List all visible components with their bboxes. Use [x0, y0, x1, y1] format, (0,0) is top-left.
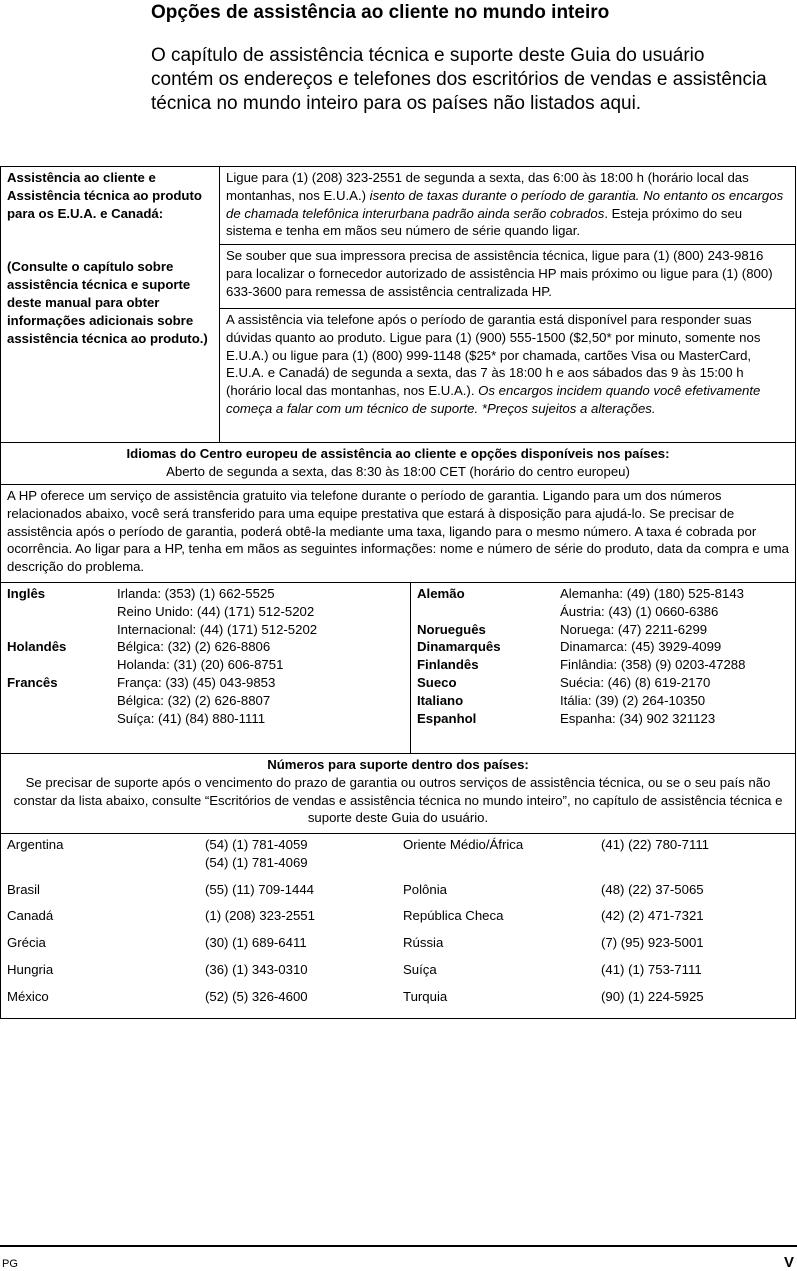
us-canada-note: (Consulte o capítulo sobre assistência técnica e suporte deste manual para obter informações adicionais sobre assistência técnica ao produto.) [7, 259, 208, 346]
language-name: Norueguês [417, 621, 486, 637]
page-heading: Opções de assistência ao cliente no mundo inteiro [151, 2, 610, 23]
language-name [417, 603, 560, 621]
country-phone: (42) (2) 471-7321 [601, 908, 704, 924]
language-name: Espanhol [417, 710, 477, 726]
country-name: Grécia [7, 935, 46, 951]
europe-languages-left [1, 583, 411, 753]
footer-rule [0, 1245, 797, 1247]
footer-left-label: PG [2, 1258, 18, 1270]
language-phone: Suécia: (46) (8) 619-2170 [560, 674, 711, 690]
incountry-body: Se precisar de suporte após o vencimento do prazo de garantia ou outros serviços de assistência técnica, ou se o seu país não constar da lista abaixo, consulte “Escritórios de vendas e assistência técnica no mundo inteiro”, no capítulo de assistência técnica e suporte deste Guia do usuário. [13, 774, 783, 826]
language-phone: Alemanha: (49) (180) 525-8143 [560, 586, 745, 601]
language-phone: França: (33) (45) 043-9853 [117, 674, 276, 690]
europe-body: A HP oferece um serviço de assistência gratuito via telefone durante o período de garantia. Ligando para um dos números relacionados abaixo, você será transferido para uma equipe prestativa que estará à disposição para ajudá-lo. Se precisar de assistência após o período de garantia, poderá obtê-la mediante uma taxa, ligando para o mesmo número. A taxa é cobrada por ocorrência. Ao ligar para a HP, tenha em mãos as seguintes informações: nome e número de série do produto, data da compra e uma descrição do problema. [1, 485, 796, 583]
us-canada-label-cell [1, 167, 220, 443]
country-name: Canadá [7, 908, 54, 924]
language-phone: Dinamarca: (45) 3929-4099 [560, 639, 722, 655]
language-phone: Holanda: (31) (20) 606-8751 [117, 657, 284, 673]
language-phone: Áustria: (43) (1) 0660-6386 [560, 603, 719, 619]
language-phone: Finlândia: (358) (9) 0203-47288 [560, 657, 746, 673]
us-canada-phone-info: Ligue para (1) (208) 323-2551 de segunda a sexta, das 6:00 às 18:00 h (horário local das montanhas, nos E.U.A.) isento de taxas durante o período de garantia. No entanto os encargos de chamada telefônica interurbana padrão ainda serão cobrados. Esteja próximo do seu sistema e tenha em mãos seu número de série quando ligar. [220, 167, 796, 245]
europe-header [1, 443, 796, 485]
country-phone-grid [7, 836, 789, 1015]
us-canada-title: Assistência ao cliente e Assistência técnica ao produto para os E.U.A. e Canadá: [7, 170, 202, 221]
country-phone: (1) (208) 323-2551 [205, 908, 315, 924]
language-name: Italiano [417, 692, 464, 708]
language-name: Inglês [7, 586, 46, 601]
support-table [0, 166, 796, 1019]
language-name: Holandês [7, 639, 67, 655]
country-name: México [7, 988, 49, 1004]
language-name: Finlandês [417, 657, 479, 673]
language-list-right [417, 585, 789, 727]
language-phone: Internacional: (44) (171) 512-5202 [117, 621, 318, 637]
language-name [7, 710, 117, 728]
country-name: Argentina [7, 837, 64, 852]
europe-languages [1, 583, 796, 754]
language-name: Francês [7, 674, 58, 690]
language-name [7, 603, 117, 621]
europe-hours: Aberto de segunda a sexta, das 8:30 às 18:00 CET (horário do centro europeu) [166, 463, 630, 479]
country-phone: (41) (1) 753-7111 [601, 961, 702, 977]
us-canada-repair-info: Se souber que sua impressora precisa de assistência técnica, ligue para (1) (800) 243-9816 para localizar o fornecedor autorizado de assistência HP mais próximo ou ligue para (1) (800) 633-3600 para remessa de assistência centralizada HP. [220, 245, 796, 309]
language-name [7, 656, 117, 674]
country-name: Suíça [403, 961, 437, 977]
page-number: V [783, 1254, 794, 1271]
country-name: Oriente Médio/África [403, 837, 524, 852]
europe-languages-right [411, 583, 795, 753]
country-phone: (48) (22) 37-5065 [601, 881, 704, 897]
language-phone: Itália: (39) (2) 264-10350 [560, 692, 706, 708]
country-phone: (30) (1) 689-6411 [205, 935, 307, 951]
language-phone: Bélgica: (32) (2) 626-8806 [117, 639, 271, 655]
language-phone: Espanha: (34) 902 321123 [560, 710, 716, 726]
country-name: Brasil [7, 881, 40, 897]
country-phone: (7) (95) 923-5001 [601, 935, 704, 951]
country-phone: (52) (5) 326-4600 [205, 988, 308, 1004]
incountry-title: Números para suporte dentro dos países: [267, 757, 529, 772]
language-name: Alemão [417, 586, 465, 601]
intro-paragraph: O capítulo de assistência técnica e suporte deste Guia do usuário contém os endereços e telefones dos escritórios de vendas e assistência técnica no mundo inteiro para os países não listados aqui. [151, 45, 767, 114]
language-list-left [7, 585, 404, 727]
language-phone: Bélgica: (32) (2) 626-8807 [117, 692, 271, 708]
country-name: República Checa [403, 908, 504, 924]
language-phone: Noruega: (47) 2211-6299 [560, 621, 708, 637]
country-phone: (36) (1) 343-0310 [205, 961, 308, 977]
europe-title: Idiomas do Centro europeu de assistência ao cliente e opções disponíveis nos países: [126, 446, 670, 461]
country-name: Polônia [403, 881, 447, 897]
country-phone: (41) (22) 780-7111 [601, 837, 710, 852]
language-name: Dinamarquês [417, 639, 501, 655]
language-name: Sueco [417, 674, 457, 690]
language-name [7, 621, 117, 639]
country-name: Turquia [403, 988, 448, 1004]
incountry-header [1, 754, 796, 834]
incountry-list [1, 834, 796, 1019]
country-phone: (54) (1) 781-4059 (54) (1) 781-4069 [205, 837, 308, 870]
country-phone: (90) (1) 224-5925 [601, 988, 704, 1004]
language-phone: Suíça: (41) (84) 880-1111 [117, 710, 266, 726]
language-phone: Irlanda: (353) (1) 662-5525 [117, 586, 275, 601]
country-name: Hungria [7, 961, 54, 977]
language-name [7, 692, 117, 710]
us-canada-post-warranty-info: A assistência via telefone após o período de garantia está disponível para responder suas dúvidas quanto ao produto. Ligue para (1) (900) 555-1500 ($2,50* por minuto, somente nos E.U.A.) ou ligue para (1) (800) 999-1148 ($25* por chamada, cartões Visa ou MasterCard, E.U.A. e Canadá) de segunda a sexta, das 7 às 18:00 h e aos sábados das 9 às 15:00 h (horário local das montanhas, nos E.U.A.). Os encargos incidem quando você efetivamente começa a falar com um técnico de suporte. *Preços sujeitos a alterações. [220, 309, 796, 443]
language-phone: Reino Unido: (44) (171) 512-5202 [117, 603, 315, 619]
country-phone: (55) (11) 709-1444 [205, 881, 314, 897]
country-name: Rússia [403, 935, 444, 951]
